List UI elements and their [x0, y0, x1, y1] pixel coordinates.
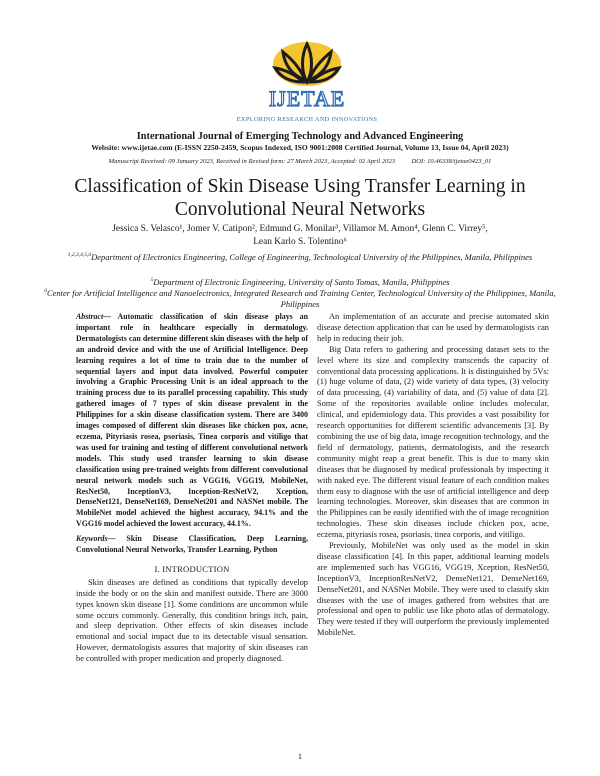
authors-line-1: Jessica S. Velasco¹, Jomer V. Catipon², Edmund G. Monilar³, Villamor M. Amon⁴, Glenn C. Virrey⁵, [112, 224, 488, 234]
affiliation-2-text: Department of Electronic Engineering, University of Santo Tomas, Manila, Philippines [153, 277, 450, 287]
paper-title: Classification of Skin Disease Using Transfer Learning in Convolutional Neural Networks [74, 176, 526, 220]
section-heading-introduction: I. INTRODUCTION [154, 563, 230, 574]
left-column [76, 312, 308, 665]
affiliation-1-text: Department of Electronics Engineering, College of Engineering, Technological University of the Philippines, Manila, Philippines [91, 252, 533, 262]
affiliation-2 [38, 277, 562, 288]
manuscript-dates: Manuscript Received: 09 January 2023, Received in Revised form: 27 March 2023, Accepted: 02 April 2023 DOI: 10.46338/ijetae0423_01 [108, 158, 492, 165]
right-column [317, 312, 549, 639]
journal-logo [232, 38, 382, 126]
keywords-lead: Keywords— [76, 534, 116, 544]
affiliation-1-marker: 1,2,3,4,5,6 [67, 252, 92, 259]
keywords-text: Skin Disease Classification, Deep Learning, Convolutional Neural Networks, Transfer Learning, Python [76, 534, 308, 555]
ijetae-logo-graphic [232, 38, 382, 126]
affiliation-1 [38, 252, 562, 263]
keywords [76, 534, 308, 556]
journal-name: International Journal of Emerging Technology and Advanced Engineering [136, 131, 464, 142]
page-number: 1 [297, 752, 303, 761]
author-list [60, 223, 540, 249]
intro-paragraph-1: Skin diseases are defined as conditions that typically develop inside the body or on the skin and manifest outside. There are 3000 types known skin disease [1]. Some conditions are uncommon while some occurs commonly. Generally, this condition brings itch, pain, and sleep deprivation. Other effects of skin diseases include emotional and social impact due to its detectable visual sensation. However, dermatologists assures that majority of skin diseases can be controlled with proper medication and properly diagnosed. [76, 577, 308, 664]
logo-tagline: EXPLORING RESEARCH AND INNOVATIONS [236, 116, 378, 123]
intro-paragraph-3: Big Data refers to gathering and processing dataset sets to the level where its size and complexity transcends the capacity of conventional data processing applications. It is distinguished by 5Vs: (1) huge volume of data, (2) wide variety of data types, (3) velocity of data processing, (4) variability of data, and (5) value of data [2]. Some of the repositories available online includes molecular, clinical, and epidemiology data. This provides a vast possibility for research opportunities for different scientific advancements [3]. By combining the use of big data, image recognition technology, and the field of dermatology, patients, dermatologists, and the research community might reap a great benefit. This is due to many skin diseases that be diagnosed by medical professionals by inspecting it with naked eye. The different visual feature of each condition makes them easy to diagnose with the use of artificial intelligence and deep learning technologies. Moreover, skin diseases that are common in the Philippines can be easily identified with the of image recognition technologies. These skin diseases include chicken pox, acne, eczema, pityriasis rosea, psoriasis, tinea corporis, and vitiligo. [317, 344, 549, 540]
affiliation-2-marker: 5 [150, 277, 154, 284]
journal-website-line: Website: www.ijetae.com (E-ISSN 2250-2459, Scopus Indexed, ISO 9001:2008 Certified Journal, Volume 13, Issue 04, April 2023) [91, 143, 509, 152]
intro-paragraph-2: An implementation of an accurate and precise automated skin disease detection application that can be used by dermatologists can help in reducing their job. [317, 312, 549, 343]
abstract-lead: Abstract— [76, 312, 112, 321]
affiliation-3-marker: 6 [44, 288, 47, 295]
abstract-text: Automatic classification of skin disease plays an important role in healthcare especially in dermatology. Dermatologists can determine different skin diseases with the help of an android device and with the use of Artificial Intelligence. Deep learning requires a lot of time to train due to the number of sequential layers and input data involved. Powerful computer involving a Graphic Processing Unit is an ideal approach to the training process due to its parallel processing capability. This study gathered images of 7 types of skin disease prevalent in the Philippines for a skin disease classification system. There are 3400 images composed of different skin diseases like chicken pox, acne, eczema, Pityriasis rosea, psoriasis, Tinea corporis and vitiligo that was used for training and testing of different convolutional network models. This study used transfer learning to skin disease classification using pre-trained weights from different convolutional neural network models such as VGG16, VGG19, MobileNet, ResNet50, InceptionV3, Inception-ResNetV2, Xception, DenseNet121, DenseNet169, DenseNet201 and NASNet mobile. The MobileNet model achieved the highest accuracy, 94.1% and the VGG16 model achieved the lowest accuracy, 44.1%. [76, 312, 308, 529]
abstract [76, 312, 308, 530]
affiliation-3-text: Center for Artificial Intelligence and Nanoelectronics, Integrated Research and Training Center, Technological University of the Philippines, Manila, Philippines [46, 288, 556, 309]
authors-line-2: Lean Karlo S. Tolentino⁶ [253, 237, 347, 247]
affiliation-3 [38, 288, 562, 309]
logo-wordmark: IJETAE [268, 86, 346, 111]
intro-paragraph-4: Previously, MobileNet was only used as the model in skin disease classification [4]. In this paper, additional learning models are implemented such has VGG16, VGG19, Xception, ResNet50, InceptionV3, InceptionResNetV2, DenseNet121, DenseNet169, DenseNet201, and NASNet Mobile. They were used to classify skin diseases with the use of images gathered from websites that are professional and open to public use like photo atlas of dermatology. They were tested if they will outperform the previously implemented MobileNet. [317, 541, 549, 638]
